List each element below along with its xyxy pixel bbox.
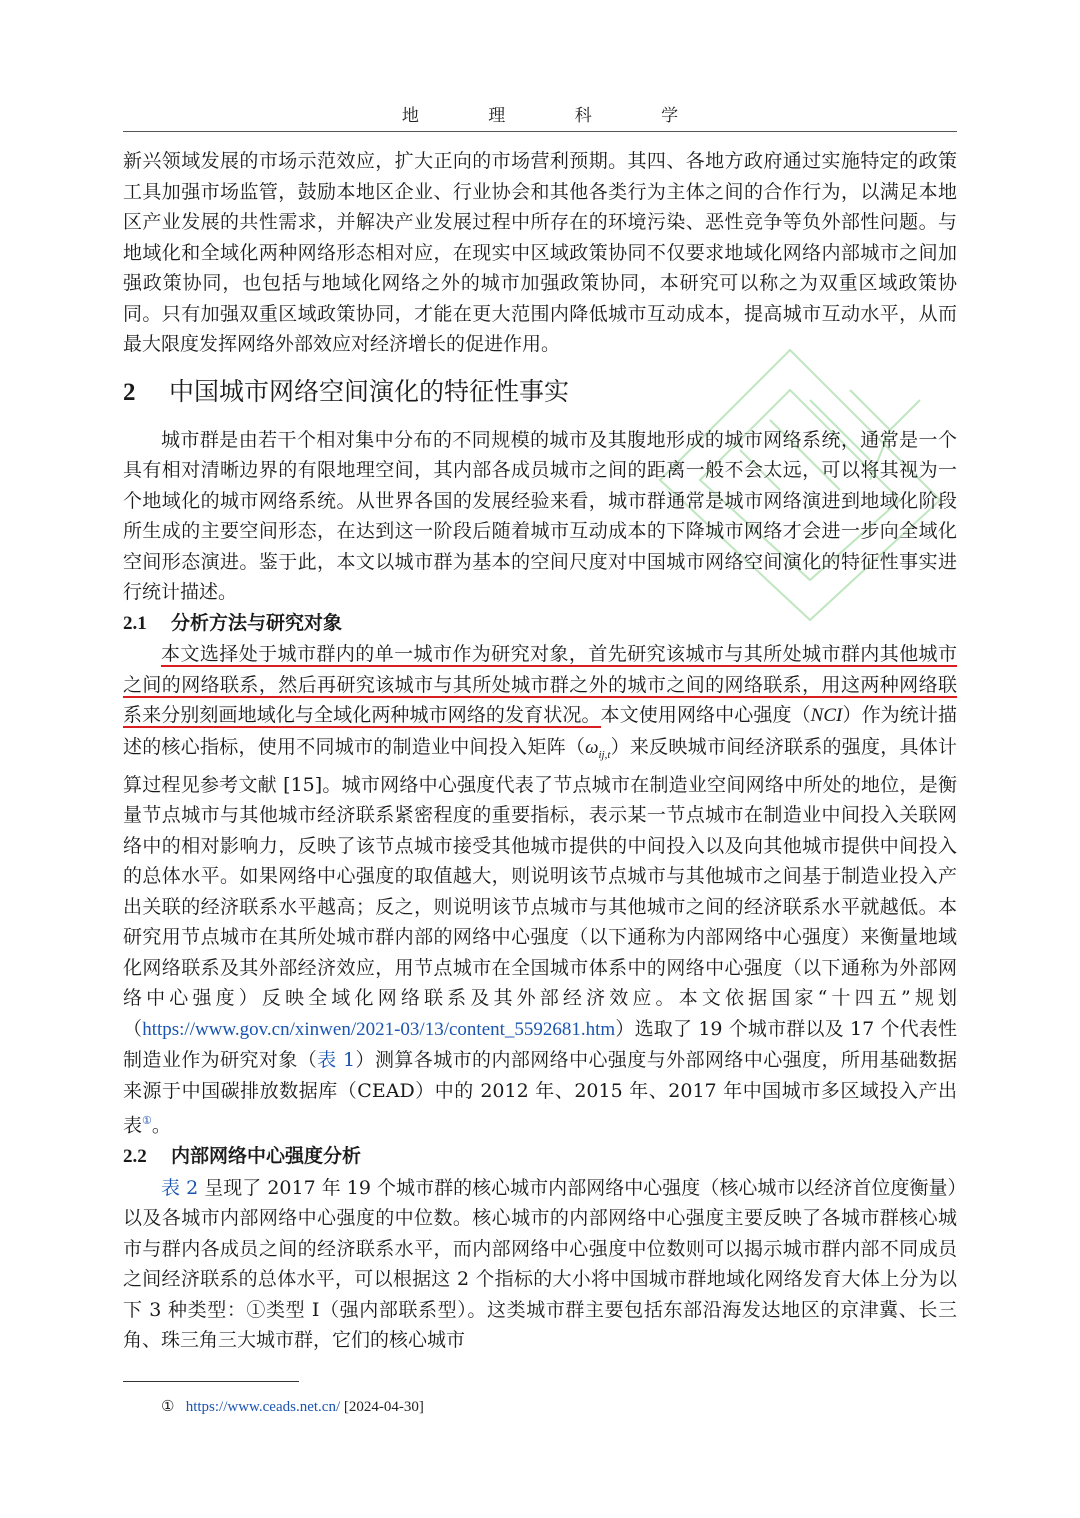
section-number: 2: [123, 378, 136, 406]
table-1-link[interactable]: 表 1: [317, 1049, 356, 1072]
text-run: ）来反映城市间经济联系的强度，具体计算过程见参考文献 [15]。城市网络中心强度代表了节点城市在制造业空间网络中所处的地位，是衡量节点城市与其他城市经济联系紧密程度的重要指标，表示某一节点城市在制造业中间投入关联网络中的相对影响力，反映了该节点城市接受其他城市提供的中间投入以及向其他城市提供中间投入的总体水平。如果网络中心强度的取值越大，则说明该节点城市与其他城市之间基于制造业投入产出关联的经济联系水平越高；反之，则说明该节点城市与其他城市之间的经济联系水平就越低。本研究用节点城市在其所处城市群内部的网络中心强度（以下通称为内部网络中心强度）来衡量地域化网络联系及其外部经济效应，用节点城市在全国城市体系中的网络中心强度（以下通称为外部网络中心强度）反映全域化网络联系及其外部经济效应。本文依据国家“十四五”规划（: [123, 735, 957, 1040]
plan-url-link[interactable]: https://www.gov.cn/xinwen/2021-03/13/content_5592681.htm: [142, 1018, 616, 1040]
subsection-number: 2.2: [123, 1146, 147, 1168]
text-run: ）选取了 19 个城市群以及 17 个代表性制造业作为研究对象（: [123, 1017, 957, 1072]
text-run: ）测算各城市的内部网络中心强度与外部网络中心强度，所用基础数据来源于中国碳排放数据库（CEAD）中的 2012 年、2015 年、2017 年中国城市多区域投入产出表: [123, 1049, 957, 1137]
paragraph-4: [123, 1173, 957, 1356]
subsection-title: 分析方法与研究对象: [171, 611, 343, 634]
text-run: 呈现了 2017 年 19 个城市群的核心城市内部网络中心强度（核心城市以经济首位度衡量）以及各城市内部网络中心强度的中位数。核心城市的内部网络中心强度主要反映了各城市群核心城市与群内各成员之间的经济联系水平，而内部网络中心强度中位数则可以揭示城市群内部不同成员之间经济联系的总体水平，可以根据这 2 个指标的大小将中国城市群地域化网络发育大体上分为以下 3 种类型：①类型 I（强内部联系型）。这类城市群主要包括东部沿海发达地区的京津冀、长三角、珠三角三大城市群，它们的核心城市: [123, 1176, 957, 1352]
highlighted-text: 本文选择处于城市群内的单一城市作为研究对象，首先研究该城市与其所处城市群内其他城市之间的网络联系，然后再研究该城市与其所处城市群之外的城市之间的网络联系，用这两种网络联系来分别刻画地域化与全域化两种城市网络的发育状况。: [123, 643, 957, 726]
footnote-link[interactable]: https://www.ceads.net.cn/: [185, 1399, 341, 1415]
running-head: 地 理 科 学: [401, 106, 711, 126]
footnote: [161, 1397, 424, 1416]
nci-symbol: NCI: [810, 705, 843, 726]
section-2-heading: [123, 372, 957, 413]
subsection-title: 内部网络中心强度分析: [171, 1145, 362, 1168]
paragraph-1: 新兴领域发展的市场示范效应，扩大正向的市场营利预期。其四、各地方政府通过实施特定的政策工具加强市场监管，鼓励本地区企业、行业协会和其他各类行为主体之间的合作行为，以满足本地区产业发展的共性需求，并解决产业发展过程中所存在的环境污染、恶性竞争等负外部性问题。与地域化和全域化两种网络形态相对应，在现实中区域政策协同不仅要求地域化网络内部城市之间加强政策协同，也包括与地域化网络之外的城市加强政策协同，本研究可以称之为双重区域政策协同。只有加强双重区域政策协同，才能在更大范围内降低城市互动成本，提高城市互动水平，从而最大限度发挥网络外部效应对经济增长的促进作用。: [123, 150, 957, 355]
omega-subscript: ij,t: [598, 748, 611, 761]
subsection-2-1-heading: [123, 608, 957, 640]
footnote-marker[interactable]: ①: [142, 1114, 152, 1128]
text-run: ）作为统计描述的核心指标，使用不同城市的制造业中间投入矩阵（: [123, 704, 957, 758]
footnote-mark: ①: [161, 1399, 175, 1415]
text-run: 本文使用网络中心强度（: [600, 704, 811, 726]
footnote-date: [2024-04-30]: [343, 1399, 424, 1415]
subsection-2-2-heading: [123, 1141, 957, 1173]
paragraph-2: 城市群是由若干个相对集中分布的不同规模的城市及其腹地形成的城市网络系统，通常是一个具有相对清晰边界的有限地理空间，其内部各成员城市之间的距离一般不会太远，可以将其视为一个地域化的城市网络系统。从世界各国的发展经验来看，城市群通常是城市网络演进到地域化阶段所生成的主要空间形态，在达到这一阶段后随着城市互动成本的下降城市网络才会进一步向全域化空间形态演进。鉴于此，本文以城市群为基本的空间尺度对中国城市网络空间演化的特征性事实进行统计描述。: [123, 428, 957, 603]
omega-symbol: ω: [585, 736, 599, 758]
body-text: [123, 146, 957, 1356]
paragraph-3: [123, 639, 957, 1141]
text-run: 。: [151, 1114, 171, 1137]
section-title: 中国城市网络空间演化的特征性事实: [169, 376, 570, 406]
subsection-number: 2.1: [123, 612, 147, 634]
header-rule: [123, 131, 957, 132]
table-2-link[interactable]: 表 2: [161, 1176, 199, 1199]
footnote-rule: [123, 1381, 299, 1382]
